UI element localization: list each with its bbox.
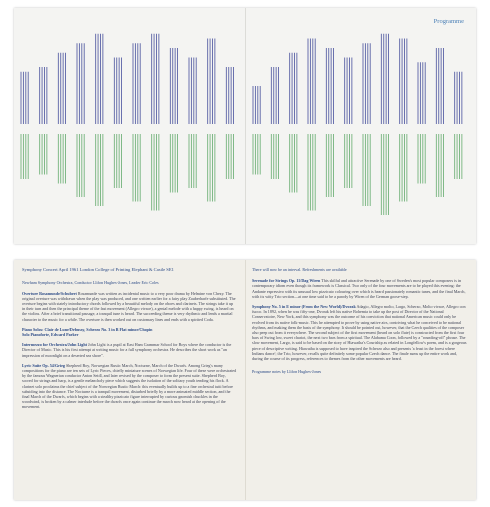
item-text: Adagio, Allegro molto, Largo, Scherzo, Molto vivace, Allegro con fuoco. In 1892, when he was fifty-one, Dvorak left his native Bohemia to take up the post of Director of the National Conservatoire, New York, and this symphony was the outcome of his conviction that national American music could only be evolved from its native folk-music. This he attempted to prove by using native airs, contriving what he conceived to be national rhythms, and making them the basis of the symphony. It should be pointed out, however, that the Czech qualities of the composer also peep out from it everywhere. The second subject of the first movement (heard on solo flute) is constructed from the first four bars of Swing low, sweet chariot, the next two bars from a spiritual. The Alabama Coon, followed by a "rounding-off" phrase. The slow movement, Largo, is said to be based on the story of Hiawatha's Courtship as related in Longfellow's poem, and is a gorgeous piece of descriptive writing. Hiawatha is supposed to have inspired the Scherzo also and presents 'a feast in the forest where Indians dance'; the Trio, however, recalls quite definitely some popular Czech dance. The finale sums up the entire work and, during the course of its progress, references to themes from the other movements are heard. bbox=[252, 304, 467, 362]
item-title: Intermezzo for Orchestra/John Light bbox=[22, 342, 87, 348]
programme-item-symphony bbox=[252, 304, 467, 361]
cover-fold-line bbox=[245, 8, 246, 244]
item-title: Overture Rosamunde/Schubert bbox=[22, 290, 77, 296]
item-text: This skilful and attractive Serenade by one of Sweden's most popular composers is in contemporary idiom even though its framework is Classical. Two only of the four movements are to be played this evening: the Andante espressivo with its unusual low pizzicato colouring over which is heard passionately romantic tunes, and the final March, with its witty Trio section—at one time said to be a parody by Wiren of the German goose-step. bbox=[252, 278, 466, 299]
item-text: Solo Pianoforte, Edward Parker bbox=[22, 332, 79, 338]
item-text: Rosamunde was written as incidental music to a very poor drama by Helmine von Chezy. The original overture was withdrawn when the play was produced, and one written earlier for a fairy play Zauberharfe substituted. The overture begins with stately introductory chords followed by a beautiful melody on the oboes and clarinets. The strings take it up in their turn and then the principal theme of the fast movement (Allegro vivace), a genial melode with a happy swing, is heard on the violins. After a brief transitional passage, a tranquil tune is heard. The succeeding theme is very rhythmic and lends a martial character to the music for a while. The overture is then worked out on customary lines and ends with a spirited Coda. bbox=[22, 290, 236, 322]
inside-left-column bbox=[22, 267, 237, 415]
concert-header: Symphony Concert April 1961 London College of Printing Elephant & Castle SE1 bbox=[22, 267, 174, 272]
programme-item-piano bbox=[22, 327, 237, 337]
programme-item-overture bbox=[22, 291, 237, 322]
programme-item-lyric-suite bbox=[22, 363, 237, 410]
programme-inside bbox=[14, 260, 476, 500]
programme-cover bbox=[14, 8, 476, 244]
programme-item-serenade bbox=[252, 278, 467, 299]
item-title: Symphony No. 5 in E minor (From the New World)/Dvorak bbox=[252, 304, 356, 310]
item-title: Lyric Suite Op. 54/Grieg bbox=[22, 362, 65, 368]
orchestra-line: Newham Symphony Orchestra, Conductor Llifon Hughes-Jones, Leader Eric Coles bbox=[22, 280, 159, 286]
interval-notice: There will now be an interval. Refreshments are available bbox=[252, 267, 347, 272]
inside-fold-line bbox=[245, 260, 246, 500]
item-title: Serenade for Strings Op. 11/Dag Wiren bbox=[252, 278, 321, 284]
programme-item-intermezzo bbox=[22, 342, 237, 358]
item-text: John Light is a pupil at East Ham Grammar School for Boys where the conductor is the Director of Music. This is his first attempt at writing music for a full symphony orchestra. He describes the short work as "an impression of moonlight on a deserted sea shore". bbox=[22, 342, 232, 358]
cover-label: Programme bbox=[433, 18, 464, 25]
item-title: Piano Solos: Clair de Lune/Debussy, Scherzo No. 3 in B Flat minor/Chopin bbox=[22, 326, 153, 332]
inside-right-column bbox=[252, 267, 467, 374]
programme-notes-credit: Programme notes by Llifon Hughes-Jones bbox=[252, 369, 322, 375]
item-text: Shepherd Boy, Norwegian Rustic March, Nocturne, March of the Dwarfs. Among Grieg's many compositions for the piano are ten sets of Lyric Pieces, chiefly miniature scenes of Norwegian life. Four of these were orchestrated by the famous Wagnerian conductor Anton Seidl, and later revised by the composer to form the present suite. Shepherd Boy, scored for strings and harp, is a gentle melancholy piece which suggests the isolation of the solitary youth tending his flock. A clarinet solo proclaims the chief subject of the Norwegian Rustic March: this eventually builds up to a fine orchestral tutti before subsiding into the distance. The Nocturne is a tranquil movement, disturbed briefly by a more animated middle section, and the final March of the Dwarfs, which begins with a stealthy pizzicato figure interrupted by curious gnomish chuckles in the woodwind, is broken by a calmer interlude before the dwarfs once again continue the march now heard at the opening of the movement. bbox=[22, 362, 237, 410]
